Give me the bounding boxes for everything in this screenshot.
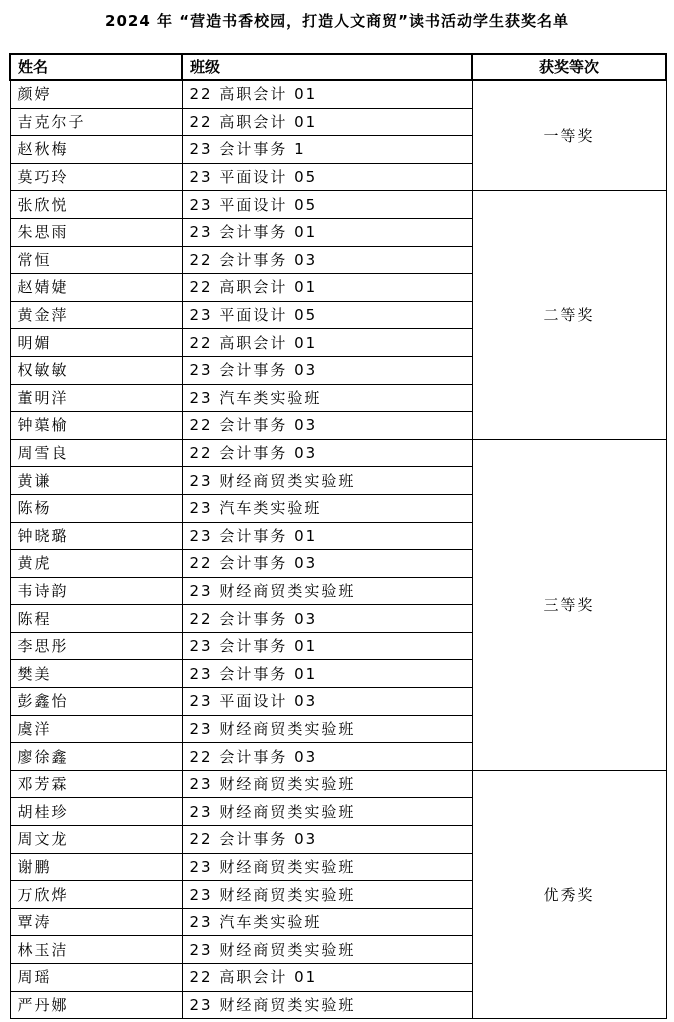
student-class: 23 会计事务 01 <box>182 660 472 688</box>
student-class: 23 财经商贸类实验班 <box>182 853 472 881</box>
student-class: 23 财经商贸类实验班 <box>182 991 472 1019</box>
student-class: 23 财经商贸类实验班 <box>182 577 472 605</box>
student-name: 黄谦 <box>10 467 182 495</box>
student-class: 23 财经商贸类实验班 <box>182 881 472 909</box>
student-name: 陈杨 <box>10 494 182 522</box>
student-class: 23 财经商贸类实验班 <box>182 936 472 964</box>
student-class: 23 会计事务 1 <box>182 136 472 164</box>
student-name: 胡桂珍 <box>10 798 182 826</box>
student-name: 林玉洁 <box>10 936 182 964</box>
table-row <box>10 80 666 108</box>
table-row <box>10 191 666 219</box>
student-class: 22 会计事务 03 <box>182 412 472 440</box>
student-class: 22 会计事务 03 <box>182 550 472 578</box>
student-class: 23 汽车类实验班 <box>182 384 472 412</box>
student-class: 23 财经商贸类实验班 <box>182 770 472 798</box>
award-level: 二等奖 <box>472 191 666 439</box>
student-class: 22 高职会计 01 <box>182 274 472 302</box>
student-name: 常恒 <box>10 246 182 274</box>
student-name: 钟蕖榆 <box>10 412 182 440</box>
student-name: 莫巧玲 <box>10 163 182 191</box>
student-name: 虞洋 <box>10 715 182 743</box>
student-name: 明媚 <box>10 329 182 357</box>
student-class: 22 高职会计 01 <box>182 329 472 357</box>
student-name: 谢鹏 <box>10 853 182 881</box>
student-name: 周雪良 <box>10 439 182 467</box>
student-name: 樊美 <box>10 660 182 688</box>
student-class: 22 高职会计 01 <box>182 964 472 992</box>
student-class: 23 财经商贸类实验班 <box>182 798 472 826</box>
student-name: 周瑶 <box>10 964 182 992</box>
student-class: 23 会计事务 01 <box>182 218 472 246</box>
student-class: 22 高职会计 01 <box>182 80 472 108</box>
table-body <box>10 80 666 1019</box>
student-name: 董明洋 <box>10 384 182 412</box>
student-name: 黄虎 <box>10 550 182 578</box>
student-class: 22 会计事务 03 <box>182 743 472 771</box>
table-header <box>10 54 666 80</box>
student-name: 权敏敏 <box>10 356 182 384</box>
student-name: 吉克尔子 <box>10 108 182 136</box>
student-class: 23 会计事务 03 <box>182 356 472 384</box>
student-class: 23 平面设计 05 <box>182 301 472 329</box>
student-class: 23 平面设计 05 <box>182 191 472 219</box>
student-name: 周文龙 <box>10 826 182 854</box>
student-class: 23 财经商贸类实验班 <box>182 715 472 743</box>
student-name: 朱思雨 <box>10 218 182 246</box>
student-name: 邓芳霖 <box>10 770 182 798</box>
award-table <box>9 53 667 1019</box>
student-name: 张欣悦 <box>10 191 182 219</box>
student-class: 22 会计事务 03 <box>182 826 472 854</box>
award-level: 优秀奖 <box>472 770 666 1018</box>
student-name: 赵秋梅 <box>10 136 182 164</box>
student-name: 韦诗韵 <box>10 577 182 605</box>
student-class: 23 会计事务 01 <box>182 522 472 550</box>
student-class: 22 会计事务 03 <box>182 605 472 633</box>
document-title: 2024 年 “营造书香校园，打造人文商贸”读书活动学生获奖名单 <box>105 12 569 30</box>
table-row <box>10 439 666 467</box>
student-name: 黄金萍 <box>10 301 182 329</box>
student-name: 彭鑫怡 <box>10 688 182 716</box>
student-class: 23 平面设计 03 <box>182 688 472 716</box>
student-name: 陈程 <box>10 605 182 633</box>
student-name: 严丹娜 <box>10 991 182 1019</box>
student-class: 22 会计事务 03 <box>182 246 472 274</box>
student-class: 23 平面设计 05 <box>182 163 472 191</box>
student-name: 钟晓璐 <box>10 522 182 550</box>
student-name: 万欣烨 <box>10 881 182 909</box>
student-name: 覃涛 <box>10 908 182 936</box>
table-row <box>10 770 666 798</box>
header-award: 获奖等次 <box>472 54 666 80</box>
student-class: 22 会计事务 03 <box>182 439 472 467</box>
header-row <box>10 54 666 80</box>
student-class: 23 汽车类实验班 <box>182 908 472 936</box>
student-class: 23 汽车类实验班 <box>182 494 472 522</box>
award-level: 三等奖 <box>472 439 666 770</box>
student-class: 23 财经商贸类实验班 <box>182 467 472 495</box>
student-name: 李思彤 <box>10 632 182 660</box>
student-name: 廖徐鑫 <box>10 743 182 771</box>
student-name: 赵婧婕 <box>10 274 182 302</box>
header-class: 班级 <box>182 54 472 80</box>
award-level: 一等奖 <box>472 80 666 191</box>
student-class: 23 会计事务 01 <box>182 632 472 660</box>
student-name: 颜婷 <box>10 80 182 108</box>
student-class: 22 高职会计 01 <box>182 108 472 136</box>
header-name: 姓名 <box>10 54 182 80</box>
